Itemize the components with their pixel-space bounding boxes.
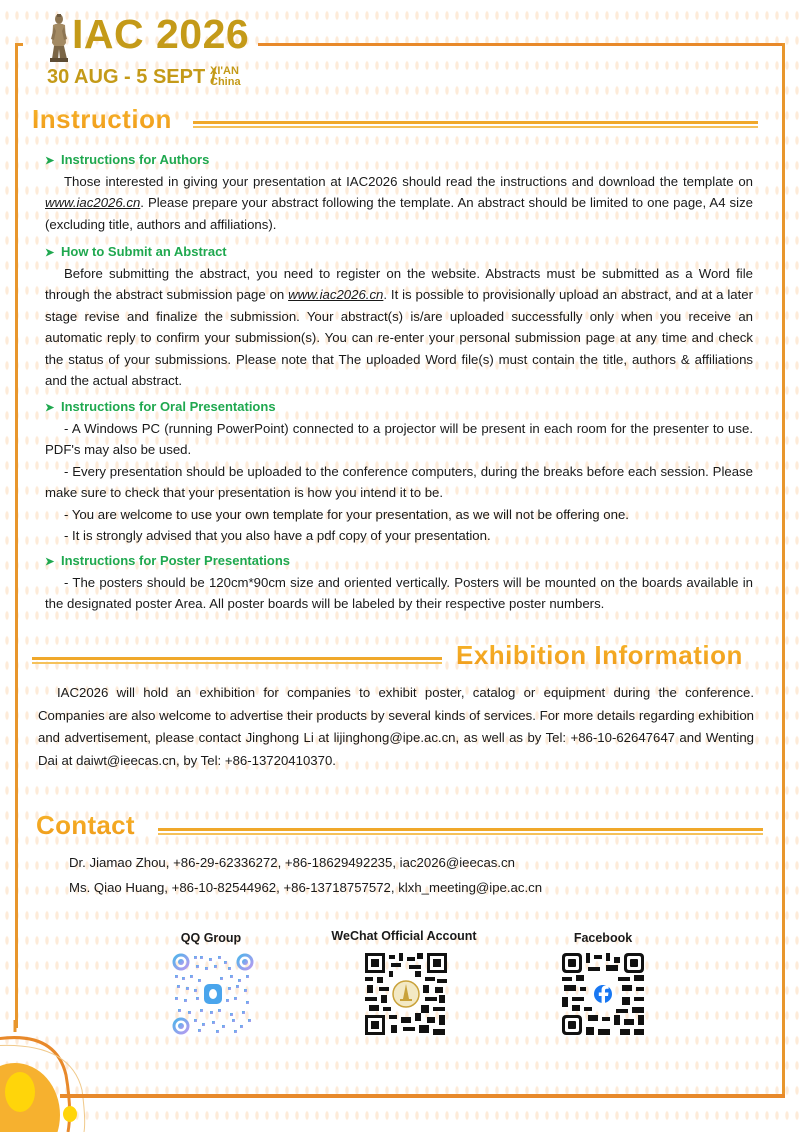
- oral-heading-text: Instructions for Oral Presentations: [61, 399, 276, 414]
- oral-block: [45, 397, 753, 546]
- arrow-bullet-icon: ➤: [45, 556, 55, 568]
- contact-title-rule: [158, 828, 763, 835]
- website-link[interactable]: www.iac2026.cn: [45, 195, 141, 211]
- submit-block: [45, 242, 753, 391]
- decorative-circles: [0, 1020, 800, 1132]
- submit-heading-text: How to Submit an Abstract: [61, 244, 227, 259]
- arrow-bullet-icon: ➤: [45, 402, 55, 414]
- authors-heading-text: Instructions for Authors: [61, 152, 210, 167]
- contact-section-title: Contact: [36, 810, 135, 840]
- oral-item: - Every presentation should be uploaded to the conference computers, during the breaks before each session. Please make sure to check that your presentation is how you intend it to be.: [45, 463, 753, 501]
- authors-text: [45, 171, 753, 235]
- exhibition-section-title: Exhibition Information: [456, 640, 743, 670]
- frame-border-right: [782, 43, 785, 1097]
- location-country: China: [210, 76, 241, 88]
- conference-title: IAC 2026: [72, 11, 250, 57]
- qr-label-wechat: WeChat Official Account: [331, 929, 477, 943]
- submit-text-part: . It is possible to provisionally upload an abstract, and at a later stage revise and finalize the submission. Your abstract(s) is/are uploaded successfully only when you receive an automatic reply to confirm your submission(s). You can re-enter your personal submission page at any time and check the status of your submissions. Please note that The uploaded Word file(s) must contain the title, authors & affiliations and the actual abstract.: [45, 287, 753, 389]
- oral-item: - You are welcome to use your own template for your presentation, as we will not be offering one.: [64, 506, 629, 522]
- authors-block: [45, 150, 753, 235]
- frame-border-top: [258, 43, 784, 46]
- arrow-bullet-icon: ➤: [45, 247, 55, 259]
- conference-location: [210, 66, 241, 88]
- conference-dates: 30 AUG - 5 SEPT /: [47, 66, 217, 88]
- qr-label-facebook: Facebook: [573, 931, 633, 945]
- poster-heading-text: Instructions for Poster Presentations: [61, 553, 290, 568]
- submit-heading: [45, 242, 753, 263]
- qr-label-qq: QQ Group: [180, 931, 242, 945]
- authors-text-part: . Please prepare your abstract following the template. An abstract should be limited to one page, A4 size (excluding title, authors and affiliations).: [45, 195, 753, 232]
- oral-heading: [45, 397, 753, 418]
- submit-text-part: Before submitting the abstract, you need to register on the website. Abstracts must be submitted as a Word file through the abstract submission page on: [45, 266, 753, 303]
- arrow-bullet-icon: ➤: [45, 155, 55, 167]
- terracotta-warrior-icon: [48, 13, 70, 63]
- contact-line: Dr. Jiamao Zhou, +86-29-62336272, +86-18629492235, iac2026@ieecas.cn: [69, 855, 515, 870]
- oral-item: - A Windows PC (running PowerPoint) connected to a projector will be present in each room for the presenter to use. PDF's may also be used.: [45, 421, 753, 458]
- frame-border-tick: [15, 43, 23, 46]
- contact-line: Ms. Qiao Huang, +86-10-82544962, +86-13718757572, klxh_meeting@ipe.ac.cn: [69, 880, 543, 895]
- instruction-section-title: Instruction: [32, 104, 172, 134]
- website-link[interactable]: www.iac2026.cn: [288, 287, 384, 303]
- poster-block: [45, 551, 753, 615]
- authors-heading: [45, 150, 753, 171]
- authors-text-part: Those interested in giving your presentation at IAC2026 should read the instructions and download the template on: [64, 174, 753, 189]
- poster-text: - The posters should be 120cm*90cm size and oriented vertically. Posters will be mounted on the boards available in the designated poster Area. All poster boards will be labeled by their respective poster numbers.: [45, 575, 753, 612]
- exhibition-title-rule: [32, 657, 442, 664]
- submit-text: [45, 263, 753, 391]
- exhibition-text: IAC2026 will hold an exhibition for companies to exhibit poster, catalog or equipment during the conference. Companies are also welcome to advertise their products by several kinds of services. For more details regarding exhibition and advertisement, please contact Jinghong Li at lijinghong@ipe.ac.cn, as well as by Tel: +86-10-62647647 and Wenting Dai at daiwt@ieecas.cn, by Tel: +86-13720410370.: [38, 685, 754, 768]
- poster-heading: [45, 551, 753, 572]
- oral-item: - It is strongly advised that you also have a pdf copy of your presentation.: [64, 528, 491, 544]
- location-city: XI'AN: [210, 65, 239, 77]
- instruction-title-rule: [193, 121, 758, 128]
- frame-border-left: [15, 43, 18, 1028]
